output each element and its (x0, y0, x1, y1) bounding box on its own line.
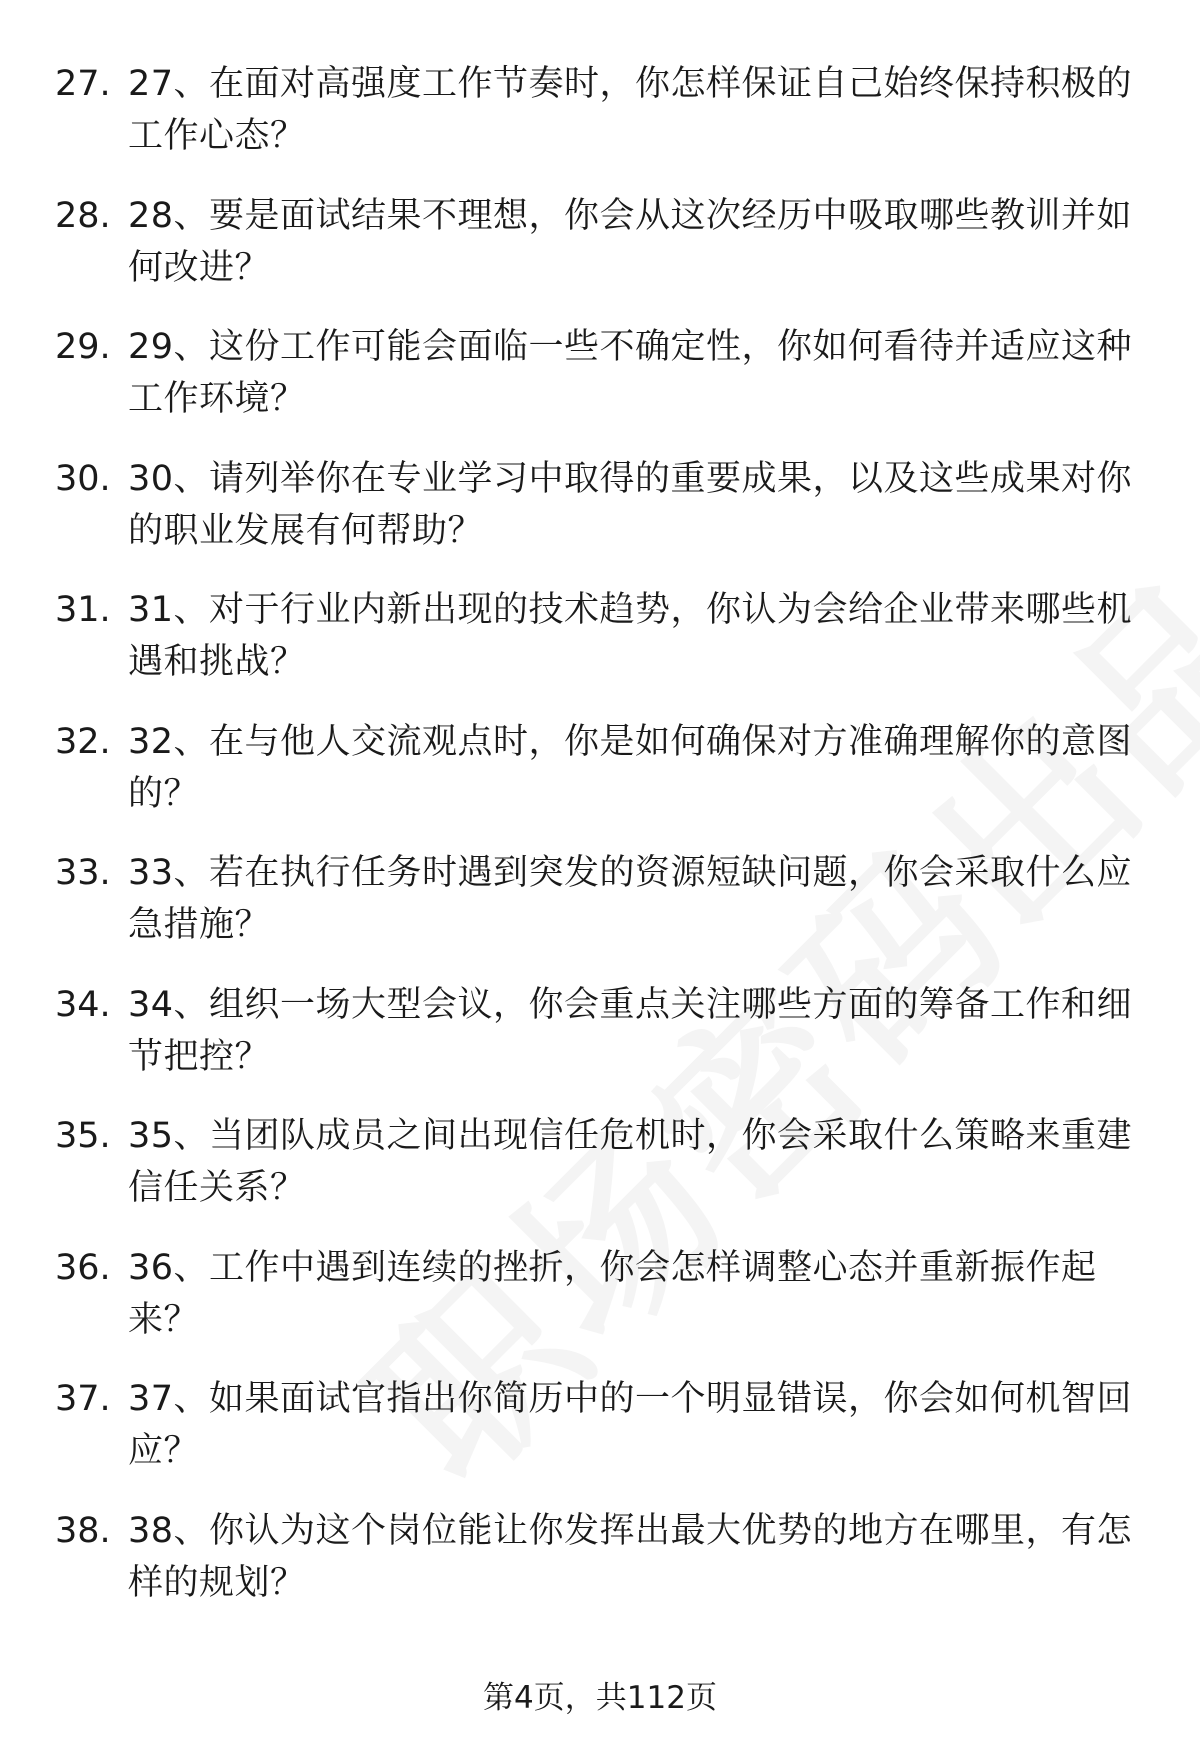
question-number: 34. (55, 984, 111, 1025)
question-list (0, 58, 1200, 1636)
question-number: 33. (55, 853, 111, 893)
question-number: 28. (55, 195, 111, 236)
question-number: 27. (55, 64, 111, 104)
question-text: 35、当团队成员之间出现信任危机时，你会采取什么策略来重建信任关系？ (128, 1116, 1133, 1208)
question-text: 36、工作中遇到连续的挫折，你会怎样调整心态并重新振作起来？ (128, 1247, 1097, 1340)
question-text: 29、这份工作可能会面临一些不确定性，你如何看待并适应这种工作环境？ (128, 327, 1133, 419)
question-item (0, 58, 1200, 190)
question-item (0, 453, 1200, 585)
question-text: 28、要是面试结果不理想，你会从这次经历中吸取哪些教训并如何改进？ (128, 195, 1133, 288)
question-number: 31. (55, 590, 111, 630)
question-item (0, 321, 1200, 453)
question-number: 37. (55, 1379, 111, 1419)
question-item (0, 584, 1200, 716)
page-number-label: 第4页，共112页 (483, 1680, 717, 1716)
question-text: 38、你认为这个岗位能让你发挥出最大优势的地方在哪里，有怎样的规划？ (128, 1510, 1133, 1603)
question-item (0, 847, 1200, 979)
question-text: 31、对于行业内新出现的技术趋势，你认为会给企业带来哪些机遇和挑战？ (128, 590, 1133, 682)
question-text: 33、若在执行任务时遇到突发的资源短缺问题，你会采取什么应急措施？ (128, 853, 1133, 945)
question-text: 34、组织一场大型会议，你会重点关注哪些方面的筹备工作和细节把控？ (128, 984, 1133, 1077)
question-item (0, 1373, 1200, 1505)
question-item (0, 1242, 1200, 1374)
question-number: 36. (55, 1247, 111, 1288)
question-number: 30. (55, 458, 111, 499)
question-number: 35. (55, 1116, 111, 1156)
question-text: 32、在与他人交流观点时，你是如何确保对方准确理解你的意图的？ (128, 721, 1133, 814)
question-text: 37、如果面试官指出你简历中的一个明显错误，你会如何机智回应？ (128, 1379, 1133, 1471)
question-number: 32. (55, 721, 111, 762)
question-number: 38. (55, 1510, 111, 1551)
question-text: 30、请列举你在专业学习中取得的重要成果，以及这些成果对你的职业发展有何帮助？ (128, 458, 1133, 551)
question-number: 29. (55, 327, 111, 367)
question-item (0, 979, 1200, 1111)
question-item (0, 716, 1200, 848)
question-text: 27、在面对高强度工作节奏时，你怎样保证自己始终保持积极的工作心态？ (128, 64, 1133, 156)
question-item (0, 1505, 1200, 1637)
question-item (0, 190, 1200, 322)
page-footer (0, 1678, 1200, 1718)
question-item (0, 1110, 1200, 1242)
